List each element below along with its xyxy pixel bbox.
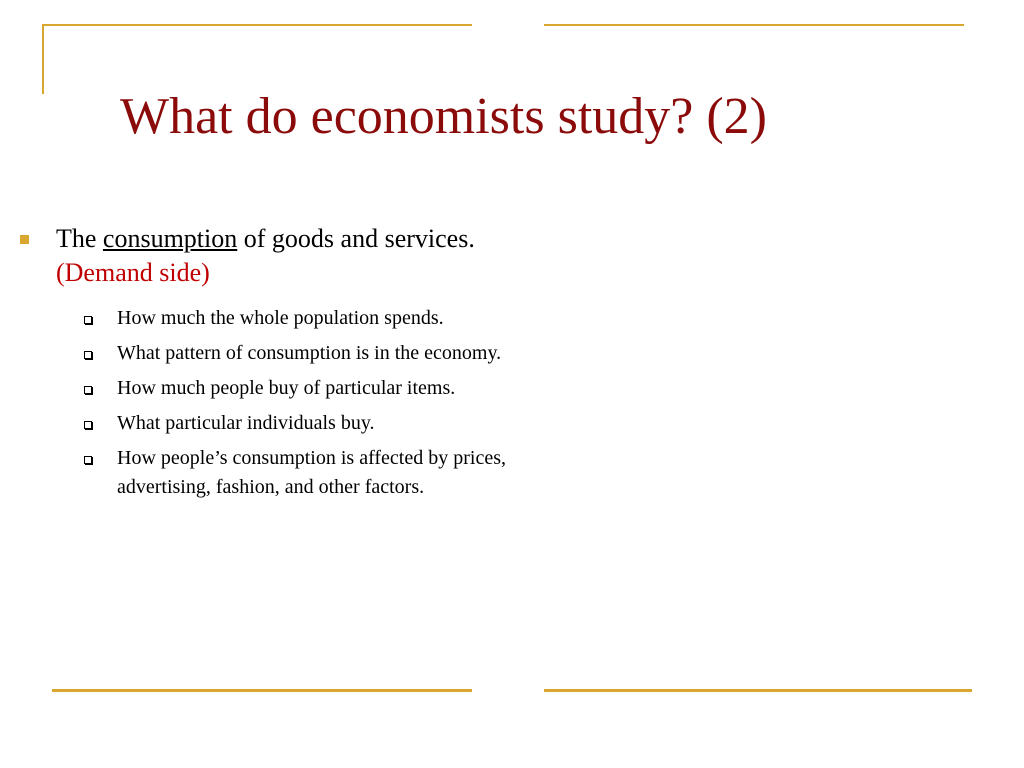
top-right-rule (544, 24, 964, 26)
hollow-square-bullet-icon (84, 316, 92, 324)
demand-side-tag: (Demand side) (56, 258, 210, 287)
sub-point-text: What particular individuals buy. (117, 412, 375, 434)
hollow-square-bullet-icon (84, 386, 92, 394)
sub-point-text: How people’s consumption is affected by prices, advertising, fashion, and other factors. (117, 447, 506, 498)
bottom-left-rule (52, 689, 472, 692)
top-left-rule (42, 24, 472, 26)
sub-point-text: How much people buy of particular items. (117, 377, 456, 399)
sub-point (117, 304, 537, 333)
filled-square-bullet-icon (20, 235, 29, 244)
sub-point-text: How much the whole population spends. (117, 307, 444, 329)
slide-title: What do economists study? (2) (120, 88, 767, 145)
slide-body (20, 222, 560, 508)
sub-point (117, 374, 537, 403)
main-point (20, 222, 560, 290)
main-point-keyword: consumption (102, 224, 238, 253)
top-left-vertical-rule (42, 24, 44, 94)
sub-point-list (20, 304, 560, 502)
main-point-prefix: The (56, 224, 103, 253)
sub-point (117, 444, 537, 502)
bottom-right-rule (544, 689, 972, 692)
hollow-square-bullet-icon (84, 351, 92, 359)
hollow-square-bullet-icon (84, 456, 92, 464)
sub-point (117, 409, 537, 438)
main-point-suffix: of goods and services. (237, 224, 475, 253)
sub-point (117, 339, 537, 368)
sub-point-text: What pattern of consumption is in the economy. (117, 342, 502, 364)
hollow-square-bullet-icon (84, 421, 92, 429)
